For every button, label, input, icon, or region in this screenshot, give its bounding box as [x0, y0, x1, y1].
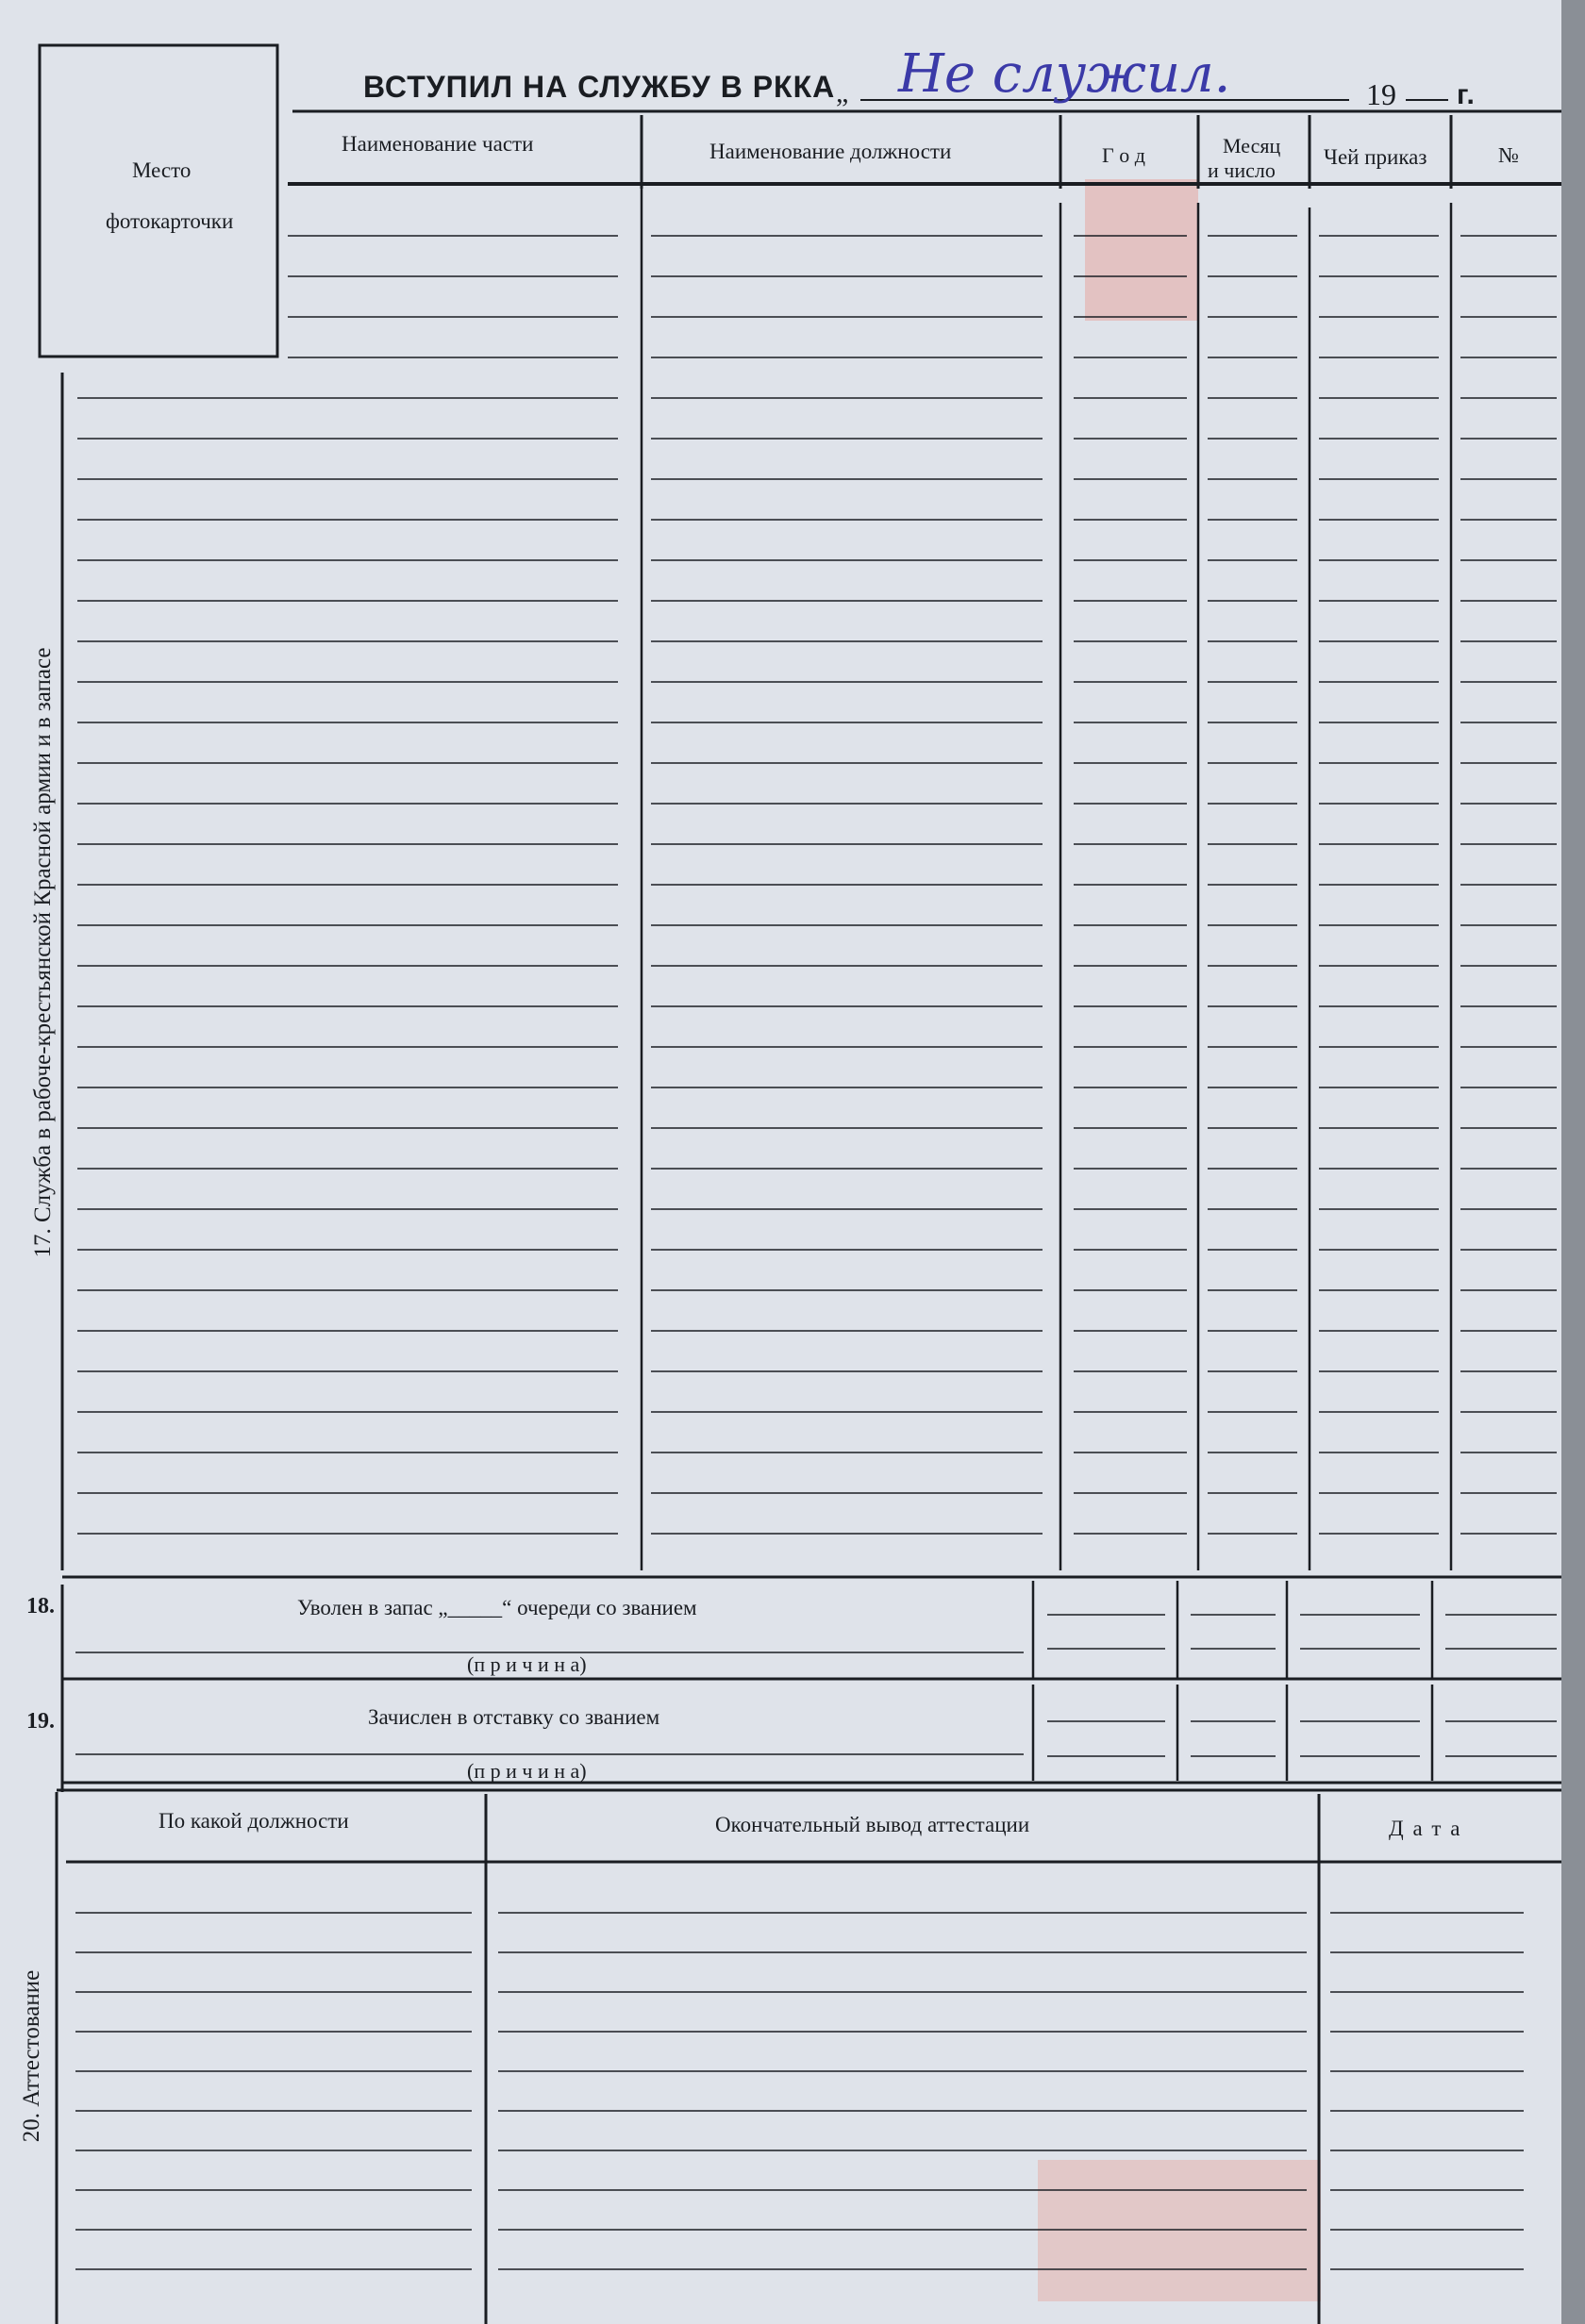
- col-number: №: [1498, 143, 1519, 167]
- section19-text: Зачислен в отставку со званием: [368, 1705, 660, 1729]
- photo-box: [40, 45, 277, 357]
- handwritten-service-entry: Не служил.: [898, 43, 1231, 105]
- col-year: Г о д: [1102, 143, 1145, 167]
- col-month-line2: и число: [1208, 158, 1276, 182]
- col-month-line1: Месяц: [1223, 134, 1281, 158]
- att-col-position: По какой должности: [158, 1809, 349, 1833]
- section19-number: 19.: [26, 1709, 55, 1734]
- section17-side-label: 17. Служба в рабоче-крестьянской Красной армии и в запасе: [30, 647, 56, 1258]
- col-order: Чей приказ: [1324, 145, 1427, 169]
- att-col-date: Д а т а: [1389, 1817, 1462, 1840]
- section18-text: Уволен в запас „_____“ очереди со званием: [297, 1596, 697, 1619]
- section20-side-label: 20. Аттестование: [19, 1969, 44, 2143]
- col-position-name: Наименование должности: [709, 140, 952, 163]
- year-prefix: 19: [1366, 77, 1396, 111]
- quote-open: „: [836, 77, 849, 108]
- section18-reason: (п р и ч и н а): [467, 1652, 587, 1676]
- page-title: ВСТУПИЛ НА СЛУЖБУ В РККА: [363, 70, 836, 104]
- year-suffix: г.: [1457, 79, 1476, 110]
- section18-number: 18.: [26, 1594, 55, 1618]
- photo-label-line2: фотокарточки: [106, 209, 234, 233]
- att-col-conclusion: Окончательный вывод аттестации: [715, 1813, 1030, 1836]
- photo-label-line1: Место: [132, 158, 192, 182]
- section19-reason: (п р и ч и н а): [467, 1759, 587, 1783]
- col-unit-name: Наименование части: [342, 132, 534, 156]
